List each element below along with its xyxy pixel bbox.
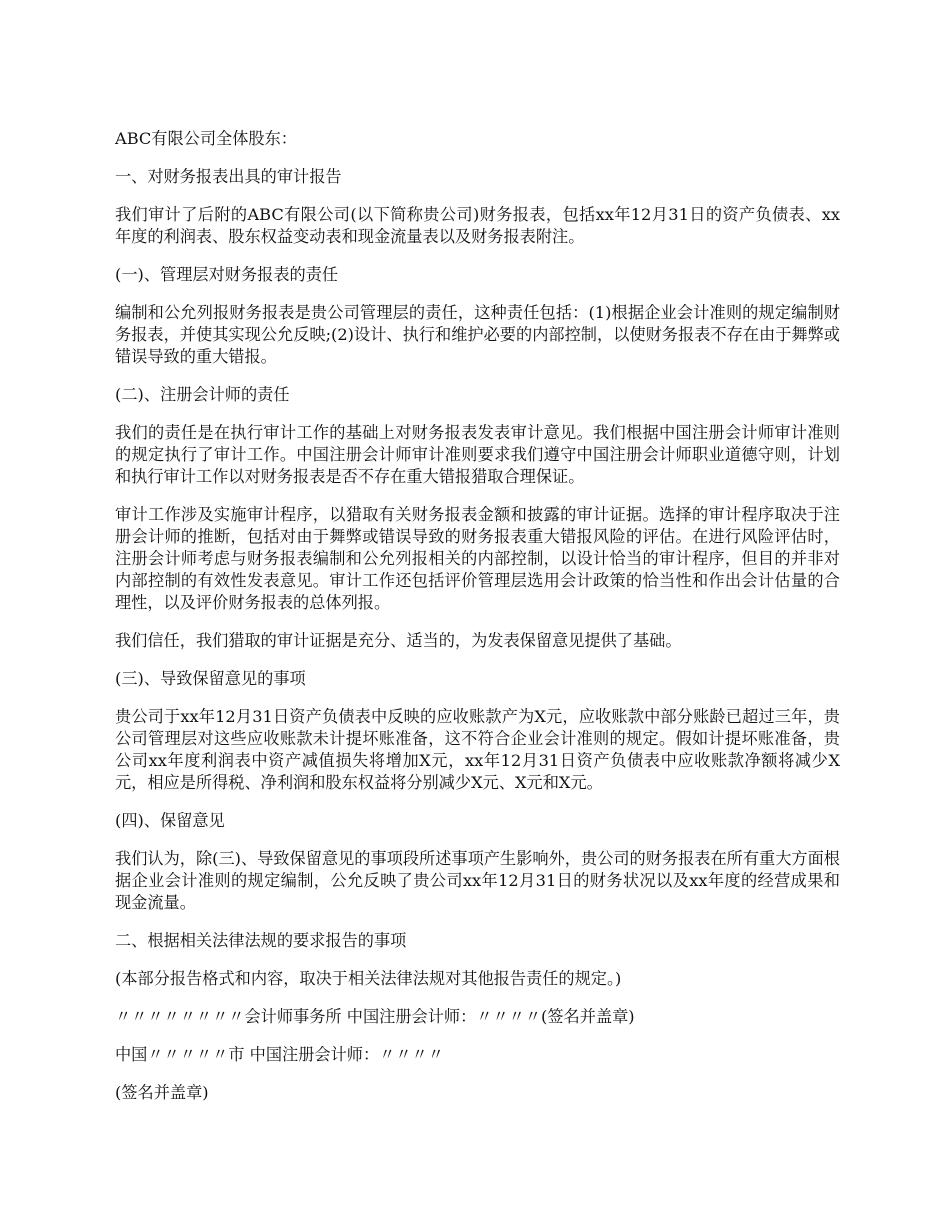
section-1-title: 一、对财务报表出具的审计报告	[115, 167, 342, 186]
subsection-1-title: (一)、管理层对财务报表的责任	[115, 265, 339, 284]
section-2-note: (本部分报告格式和内容，取决于相关法律法规对其他报告责任的规定。)	[115, 969, 622, 988]
signature-line-2: 中国〃〃〃〃〃市 中国注册会计师：〃〃〃〃	[115, 1045, 444, 1064]
subsection-2-body-2: 审计工作涉及实施审计程序，以猎取有关财务报表金额和披露的审计证据。选择的审计程序取决于注册会计师的推断，包括对由于舞弊或错误导致的财务报表重大错报风险的评估。在进行风险评估时，注册会计师考虑与财务报表编制和公允列报相关的内部控制，以设计恰当的审计程序，但目的并非对内部控制的有效性发表意见。审计工作还包括评价管理层选用会计政策的恰当性和作出会计估量的合理性，以及评价财务报表的总体列报。	[115, 505, 840, 612]
document-page	[115, 128, 840, 1120]
subsection-1-body: 编制和公允列报财务报表是贵公司管理层的责任，这种责任包括：(1)根据企业会计准则的规定编制财务报表，并使其实现公允反映;(2)设计、执行和维护必要的内部控制，以使财务报表不存在由于舞弊或错误导致的重大错报。	[115, 303, 840, 366]
section-2-title: 二、根据相关法律法规的要求报告的事项	[115, 931, 407, 950]
subsection-2-title: (二)、注册会计师的责任	[115, 385, 290, 404]
subsection-4-title: (四)、保留意见	[115, 811, 225, 830]
signature-line-3: (签名并盖章)	[115, 1083, 209, 1102]
salutation: ABC有限公司全体股东：	[115, 129, 297, 148]
signature-line-1: 〃〃〃〃〃〃〃〃会计师事务所 中国注册会计师：〃〃〃〃(签名并盖章)	[115, 1007, 635, 1026]
subsection-4-body: 我们认为，除(三)、导致保留意见的事项段所述事项产生影响外，贵公司的财务报表在所有重大方面根据企业会计准则的规定编制，公允反映了贵公司xx年12月31日的财务状况以及xx年度的经营成果和现金流量。	[115, 849, 840, 912]
subsection-2-body-3: 我们信任，我们猎取的审计证据是充分、适当的，为发表保留意见提供了基础。	[115, 631, 682, 650]
subsection-3-title: (三)、导致保留意见的事项	[115, 669, 306, 688]
subsection-3-body: 贵公司于xx年12月31日资产负债表中反映的应收账款产为X元，应收账款中部分账龄已超过三年，贵公司管理层对这些应收账款未计提坏账准备，这不符合企业会计准则的规定。假如计提坏账准备，贵公司xx年度利润表中资产减值损失将增加X元，xx年12月31日资产负债表中应收账款净额将减少X元，相应是所得税、净利润和股东权益将分别减少X元、X元和X元。	[115, 707, 840, 792]
intro-paragraph: 我们审计了后附的ABC有限公司(以下简称贵公司)财务报表，包括xx年12月31日的资产负债表、xx年度的利润表、股东权益变动表和现金流量表以及财务报表附注。	[115, 205, 840, 246]
subsection-2-body-1: 我们的责任是在执行审计工作的基础上对财务报表发表审计意见。我们根据中国注册会计师审计准则的规定执行了审计工作。中国注册会计师审计准则要求我们遵守中国注册会计师职业道德守则，计划和执行审计工作以对财务报表是否不存在重大错报猎取合理保证。	[115, 423, 840, 486]
